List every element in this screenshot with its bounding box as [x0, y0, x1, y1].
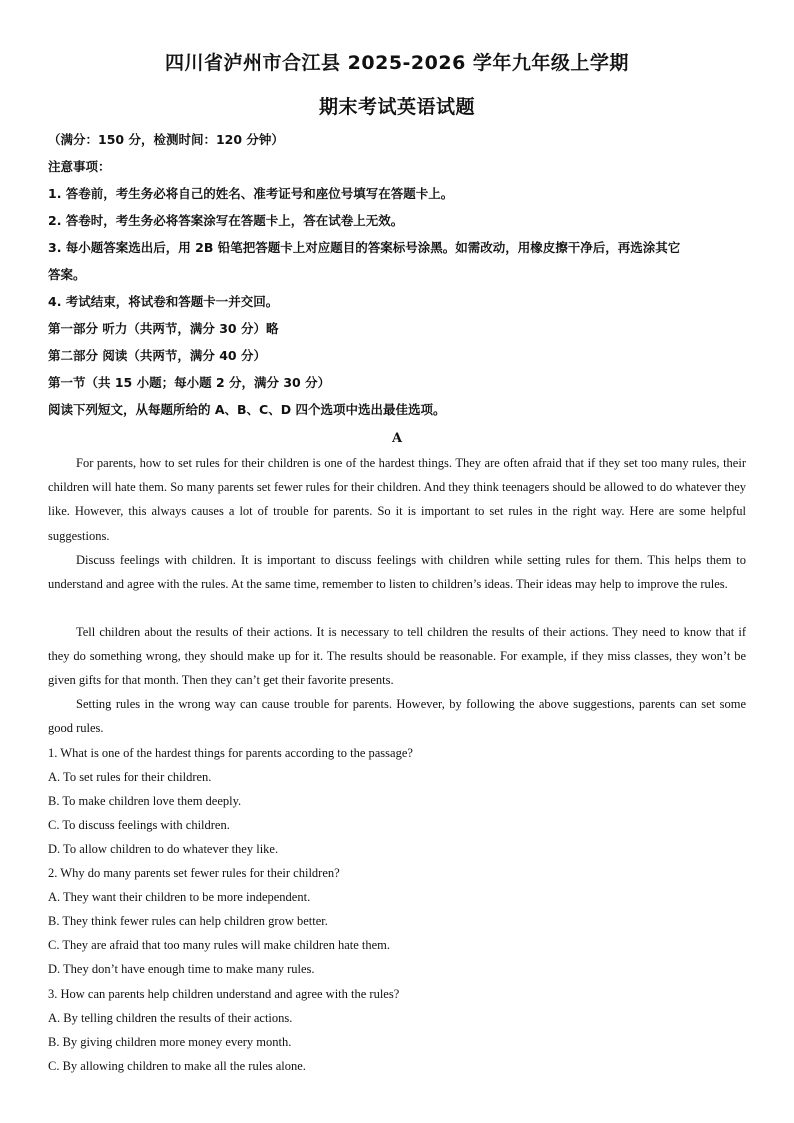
- option-c: C. To discuss feelings with children.: [48, 818, 230, 832]
- note-2: 2. 答卷时，考生务必将答案涂写在答题卡上，答在试卷上无效。: [48, 213, 404, 228]
- option-b: B. By giving children more money every month.: [48, 1035, 292, 1049]
- score-time-note: （满分：150 分，检测时间：120 分钟）: [48, 132, 284, 147]
- passage-paragraph-1: For parents, how to set rules for their children is one of the hardest things. They are often afraid that if they set too many rules, their children will hate them. So many parents set fewer rules for their children. And they think teenagers should be allowed to do whatever they like. However, this always causes a lot of trouble for parents. So it is important to set rules in the right way. Here are some helpful suggestions.: [48, 456, 746, 543]
- reading-instruction: 阅读下列短文，从每题所给的 A、B、C、D 四个选项中选出最佳选项。: [48, 402, 446, 417]
- note-3-line1: 3. 每小题答案选出后，用 2B 铅笔把答题卡上对应题目的答案标号涂黑。如需改动，用橡皮擦干净后，再选涂其它: [48, 240, 681, 255]
- exam-title-line1: 四川省泸州市合江县 2025-2026 学年九年级上学期: [165, 52, 629, 74]
- note-4: 4. 考试结束，将试卷和答题卡一并交回。: [48, 294, 279, 309]
- option-d: D. They don’t have enough time to make many rules.: [48, 962, 315, 976]
- part-1-heading: 第一部分 听力（共两节，满分 30 分）略: [48, 321, 279, 336]
- option-a: A. They want their children to be more independent.: [48, 890, 311, 904]
- option-d: D. To allow children to do whatever they like.: [48, 842, 279, 856]
- question-stem: 1. What is one of the hardest things for parents according to the passage?: [48, 746, 413, 760]
- passage-label: A: [391, 431, 403, 446]
- section-1-heading: 第一节（共 15 小题；每小题 2 分，满分 30 分）: [48, 375, 331, 390]
- notes-heading: 注意事项：: [48, 159, 111, 174]
- part-2-heading: 第二部分 阅读（共两节，满分 40 分）: [48, 348, 266, 363]
- note-3-line2: 答案。: [48, 267, 86, 282]
- passage-paragraph-2: Discuss feelings with children. It is important to discuss feelings with children while setting rules for them. This helps them to understand and agree with the rules. At the same time, remember to listen to children’s ideas. Their ideas may help to improve the rules.: [48, 553, 746, 592]
- option-c: C. They are afraid that too many rules will make children hate them.: [48, 938, 391, 952]
- question-stem: 3. How can parents help children understand and agree with the rules?: [48, 987, 400, 1001]
- option-c: C. By allowing children to make all the rules alone.: [48, 1059, 306, 1073]
- option-b: B. They think fewer rules can help children grow better.: [48, 914, 328, 928]
- passage-paragraph-4: Setting rules in the wrong way can cause trouble for parents. However, by following the above suggestions, parents can set some good rules.: [48, 697, 746, 736]
- option-b: B. To make children love them deeply.: [48, 794, 242, 808]
- question-stem: 2. Why do many parents set fewer rules for their children?: [48, 866, 340, 880]
- passage-paragraph-3: Tell children about the results of their actions. It is necessary to tell children the results of their actions. They need to know that if they do something wrong, they should make up for it. The results should be reasonable. For example, if they miss classes, they won’t be given gifts for that month. Then they can’t get their favorite presents.: [48, 625, 746, 688]
- option-a: A. To set rules for their children.: [48, 770, 212, 784]
- note-1: 1. 答卷前，考生务必将自己的姓名、准考证号和座位号填写在答题卡上。: [48, 186, 454, 201]
- option-a: A. By telling children the results of their actions.: [48, 1011, 293, 1025]
- exam-title-line2: 期末考试英语试题: [318, 96, 475, 118]
